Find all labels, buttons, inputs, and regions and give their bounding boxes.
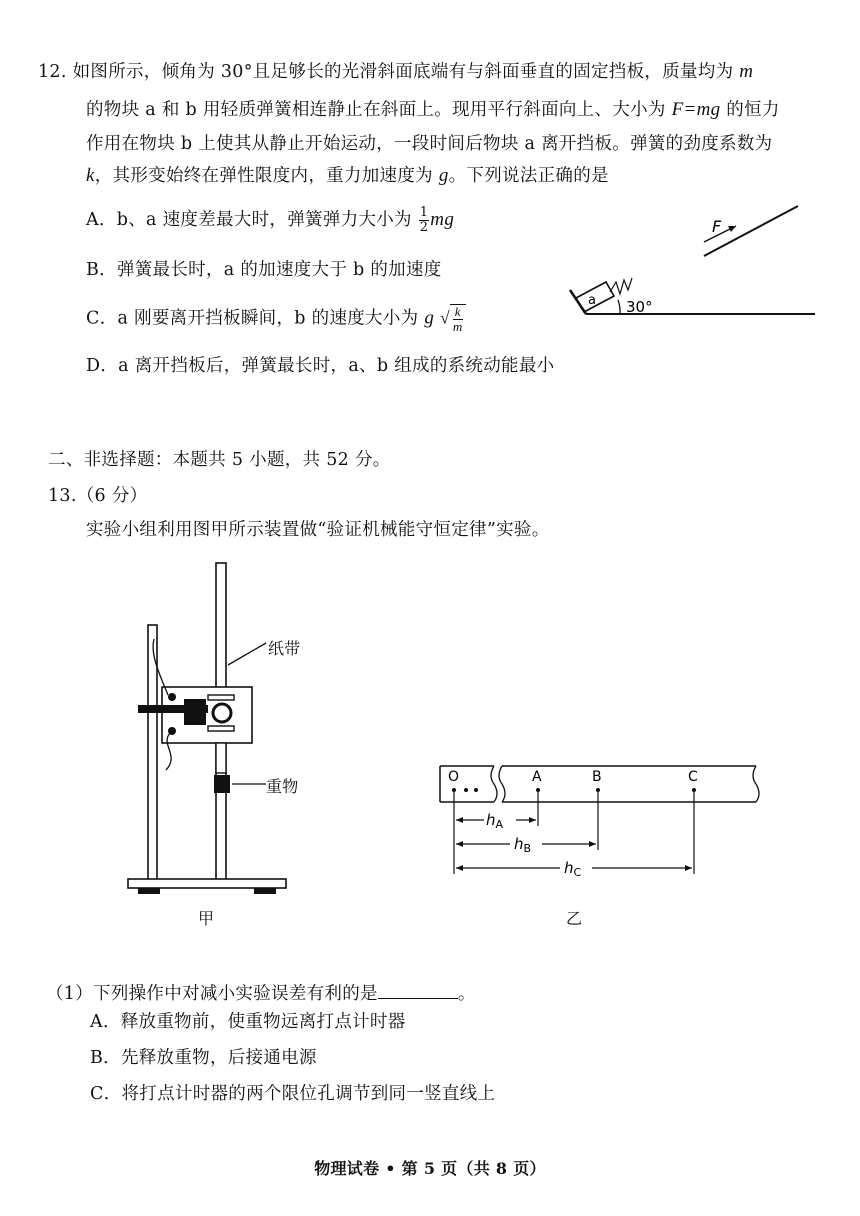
- q12-option-a: [86, 206, 454, 235]
- arrowhead-icon: [456, 817, 463, 823]
- point-label-o: O: [448, 769, 460, 785]
- stand-base: [128, 879, 286, 888]
- q12-var-m: m: [739, 61, 754, 82]
- q12-stem-line2: [86, 96, 780, 121]
- tape-dot-a: [536, 788, 540, 792]
- arrowhead-icon: [529, 817, 536, 823]
- tape-dot-c: [692, 788, 696, 792]
- page-footer: 物理试卷 • 第 5 页（共 8 页）: [314, 1159, 546, 1178]
- sqrt-numerator: k: [454, 304, 461, 319]
- q12-option-a-mg: mg: [430, 209, 455, 230]
- q12-var-g: g: [438, 165, 449, 186]
- base-foot-right: [254, 888, 276, 894]
- q12-number: 12.: [38, 62, 67, 82]
- spring-icon: [610, 278, 632, 294]
- hc-label: $h_C$: [564, 859, 582, 879]
- q12-stem-line4: [86, 162, 609, 187]
- limit-hole-bottom: [208, 726, 234, 731]
- q13-sub1-tail: 。: [457, 984, 476, 1004]
- tape-leader-line: [228, 643, 266, 665]
- q12-option-c: [86, 304, 466, 334]
- q12-stem-text2: 的物块 a 和 b 用轻质弹簧相连静止在斜面上。现用平行斜面向上、大小为: [86, 100, 666, 120]
- q12-option-a-fraction: [419, 206, 430, 235]
- q12-stem-text1: 如图所示，倾角为 30°且足够长的光滑斜面底端有与斜面垂直的固定挡板，质量均为: [72, 62, 734, 82]
- arrowhead-icon: [685, 865, 692, 871]
- q12-stem-text4: ，其形变始终在弹性限度内，重力加速度为: [94, 166, 433, 186]
- fraction-denominator: 2: [419, 220, 429, 235]
- q12-stem-line1: [38, 58, 753, 83]
- arrowhead-icon: [456, 841, 463, 847]
- force-label: F: [712, 217, 722, 236]
- q13-option-b: B．先释放重物，后接通电源: [90, 1048, 317, 1068]
- point-label-a: A: [532, 769, 542, 785]
- arrowhead-icon: [589, 841, 596, 847]
- ha-label: $h_A$: [486, 811, 504, 831]
- limit-hole-top: [208, 695, 234, 700]
- weight-label: 重物: [266, 777, 299, 796]
- q12-stem-tail4: 。下列说法正确的是: [448, 166, 609, 186]
- weight-block: [214, 775, 230, 793]
- q13-intro: 实验小组利用图甲所示装置做“验证机械能守恒定律”实验。: [86, 520, 550, 540]
- vibrator-icon: [184, 699, 206, 725]
- tape-break-left: [491, 766, 497, 802]
- answer-blank[interactable]: [378, 997, 458, 999]
- section-2-heading: 二、非选择题：本题共 5 小题，共 52 分。: [48, 450, 391, 470]
- figure-caption-yi: 乙: [566, 909, 583, 928]
- q13-sub1: [46, 980, 476, 1005]
- q12-incline-figure: [560, 196, 830, 336]
- figure-caption-jia: 甲: [198, 909, 215, 928]
- q12-option-a-text: A．b、a 速度差最大时，弹簧弹力大小为: [86, 210, 412, 230]
- tape-figure: [430, 752, 770, 882]
- q12-var-k: k: [86, 165, 95, 186]
- tape-break-end: [753, 766, 759, 802]
- tape-dot-3: [474, 788, 478, 792]
- q13-number: 13.（6 分）: [48, 486, 148, 506]
- q12-option-b: B．弹簧最长时，a 的加速度大于 b 的加速度: [86, 260, 442, 280]
- q13-option-a: A．释放重物前，使重物远离打点计时器: [90, 1012, 406, 1032]
- tape-break-right: [499, 766, 505, 802]
- arrowhead-icon: [456, 865, 463, 871]
- tape-lower: [216, 743, 226, 773]
- q12-formula-F: F=mg: [671, 99, 721, 120]
- point-label-c: C: [688, 769, 698, 785]
- sqrt-denominator: m: [452, 319, 463, 334]
- q12-stem-tail2: 的恒力: [726, 100, 780, 120]
- tape-dot-o: [452, 788, 456, 792]
- block-a-label: a: [588, 293, 596, 308]
- q13-option-c: C．将打点计时器的两个限位孔调节到同一竖直线上: [90, 1084, 496, 1104]
- tape-dot-b: [596, 788, 600, 792]
- terminal-top: [168, 693, 176, 701]
- q12-option-c-g: g: [424, 307, 435, 329]
- point-label-b: B: [592, 769, 602, 785]
- q12-stem-text3: 作用在物块 b 上使其从静止开始运动，一段时间后物块 a 离开挡板。弹簧的劲度系数为: [86, 134, 773, 154]
- q12-option-c-text: C．a 刚要离开挡板瞬间，b 的速度大小为: [86, 308, 419, 329]
- needle-disc: [213, 704, 231, 722]
- q12-stem-line3: [86, 130, 772, 155]
- angle-label: 30°: [626, 298, 653, 316]
- apparatus-figure: [120, 555, 320, 900]
- fraction-numerator: 1: [419, 205, 429, 220]
- q12-option-c-sqrt: √ $\frac{k}{m}$: [440, 304, 466, 334]
- tape-label: 纸带: [268, 639, 301, 658]
- tape-dot-2: [464, 788, 468, 792]
- hb-label: $h_B$: [514, 835, 532, 855]
- base-foot-left: [138, 888, 160, 894]
- q12-option-d: D．a 离开挡板后，弹簧最长时，a、b 组成的系统动能最小: [86, 356, 555, 376]
- angle-arc: [618, 300, 620, 314]
- q13-sub1-text: （1）下列操作中对减小实验误差有利的是: [46, 984, 378, 1004]
